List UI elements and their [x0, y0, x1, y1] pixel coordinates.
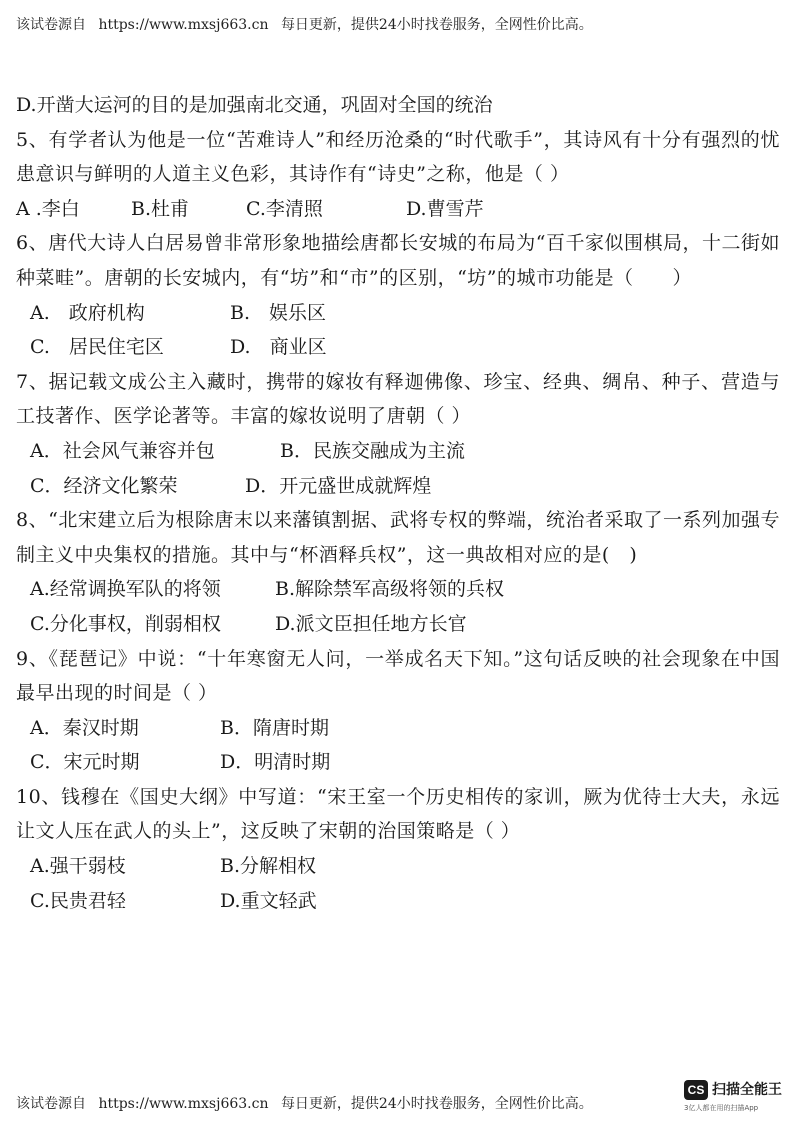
- option-d: D. 商业区: [230, 336, 327, 359]
- option-c: C．宋元时期: [30, 751, 140, 774]
- scanner-watermark: [684, 1080, 794, 1120]
- option-d: D.派文臣担任地方长官: [275, 612, 467, 635]
- option-b: B. 娱乐区: [230, 301, 327, 324]
- header-url-link[interactable]: https://www.mxsj663.cn: [98, 17, 269, 33]
- option-a: A．社会风气兼容并包: [30, 439, 215, 462]
- options-row: [16, 296, 780, 331]
- option-d: D．明清时期: [220, 751, 331, 774]
- question-7: [16, 365, 780, 503]
- watermark-app-name: 扫描全能王: [712, 1082, 782, 1098]
- option-b: B.分解相权: [220, 855, 317, 878]
- header-service-text: 每日更新，提供24小时找卷服务，全网性价比高。: [280, 17, 593, 33]
- option-c: C.民贵君轻: [30, 889, 126, 912]
- options-row: [16, 849, 780, 884]
- question-10: [16, 780, 780, 918]
- option-c: C.分化事权，削弱相权: [30, 612, 221, 635]
- options-row: [16, 711, 780, 746]
- options-row: [16, 607, 780, 642]
- previous-option: D.开凿大运河的目的是加强南北交通，巩固对全国的统治: [16, 94, 493, 116]
- option-a: A. 政府机构: [30, 301, 145, 324]
- footer-source-label: 该试卷源自: [16, 1096, 86, 1112]
- question-9: [16, 642, 780, 780]
- question-text: 10、钱穆在《国史大纲》中写道：“宋王室一个历史相传的家训，厥为优待士大夫，永远让文人压在武人的头上”，这反映了宋朝的治国策略是（ ）: [16, 785, 780, 843]
- option-c: C.李清照: [246, 197, 323, 220]
- page-header: [16, 14, 601, 34]
- options-row: [16, 469, 780, 504]
- footer-service-text: 每日更新，提供24小时找卷服务，全网性价比高。: [280, 1096, 593, 1112]
- option-c: C．经济文化繁荣: [30, 474, 178, 497]
- page-footer: [16, 1093, 601, 1113]
- option-d: D．开元盛世成就辉煌: [245, 474, 432, 497]
- question-6: [16, 226, 780, 364]
- option-b: B.杜甫: [131, 197, 190, 220]
- exam-content: [16, 88, 780, 918]
- header-source-label: 该试卷源自: [16, 17, 86, 33]
- watermark-tagline: 3亿人都在用的扫描App: [684, 1104, 759, 1112]
- option-d: D.重文轻武: [220, 889, 317, 912]
- option-a: A.强干弱枝: [30, 855, 126, 878]
- question-text: 7、据记载文成公主入藏时，携带的嫁妆有释迦佛像、珍宝、经典、绸帛、种子、营造与工技著作、医学论著等。丰富的嫁妆说明了唐朝（ ）: [16, 370, 780, 428]
- question-5: [16, 123, 780, 227]
- options-row: [16, 192, 780, 227]
- question-text: 5、有学者认为他是一位“苦难诗人”和经历沧桑的“时代歌手”，其诗风有十分有强烈的忧患意识与鲜明的人道主义色彩，其诗作有“诗史”之称，他是（ ）: [16, 128, 780, 186]
- option-a: A.经常调换军队的将领: [30, 578, 221, 601]
- option-b: B.解除禁军高级将领的兵权: [275, 578, 505, 601]
- camscanner-logo-icon: CS: [684, 1080, 708, 1100]
- option-c: C. 居民住宅区: [30, 336, 164, 359]
- footer-url-link[interactable]: https://www.mxsj663.cn: [98, 1096, 269, 1112]
- option-d: D.曹雪芹: [406, 197, 484, 220]
- options-row: [16, 884, 780, 919]
- options-row: [16, 330, 780, 365]
- question-text: 6、唐代大诗人白居易曾非常形象地描绘唐都长安城的布局为“百千家似围棋局，十二街如种菜畦”。唐朝的长安城内，有“坊”和“市”的区别，“坊”的城市功能是（ ）: [16, 232, 780, 289]
- option-b: B．隋唐时期: [220, 716, 329, 739]
- options-row: [16, 572, 780, 607]
- option-b: B．民族交融成为主流: [280, 439, 465, 462]
- options-row: [16, 434, 780, 469]
- option-a: A．秦汉时期: [30, 716, 139, 739]
- options-row: [16, 745, 780, 780]
- option-a: A .李白: [16, 197, 80, 220]
- question-text: 9、《琵琶记》中说：“十年寒窗无人问，一举成名天下知。”这句话反映的社会现象在中国最早出现的时间是（ ）: [16, 647, 780, 705]
- question-text: 8、“北宋建立后为根除唐末以来藩镇割据、武将专权的弊端，统治者采取了一系列加强专制主义中央集权的措施。其中与“杯酒释兵权”，这一典故相对应的是( ): [16, 509, 780, 566]
- question-8: [16, 503, 780, 641]
